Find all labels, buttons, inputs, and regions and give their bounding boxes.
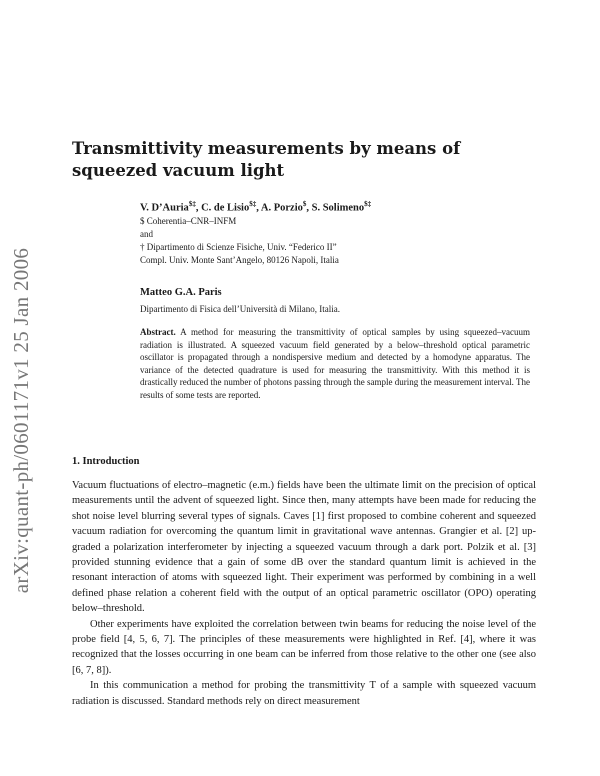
author-name: C. de Lisio	[201, 202, 250, 214]
arxiv-identifier: arXiv:quant-ph/0601171v1 25 Jan 2006	[9, 247, 34, 593]
author-name: S. Solimeno	[311, 202, 365, 214]
section-heading: 1. Introduction	[72, 456, 140, 467]
author-marks: $‡	[188, 200, 196, 208]
second-author: Matteo G.A. Paris	[140, 287, 222, 298]
author-name: V. D’Auria	[140, 202, 189, 214]
author-name: A. Porzio	[260, 202, 303, 214]
author-marks: $	[302, 200, 307, 208]
author-marks: $‡	[364, 200, 372, 208]
paper-title: Transmittivity measurements by means of squeezed vacuum light	[72, 139, 461, 180]
affiliation-line: $ Coherentia–CNR–INFM	[140, 216, 237, 226]
paragraph: In this communication a method for probing the transmittivity T of a sample with squeezed vacuum radiation is discussed. Standard methods rely on direct measurement	[72, 680, 536, 707]
author-marks: $‡	[249, 200, 257, 208]
abstract-label: Abstract.	[140, 327, 176, 337]
affiliation-line: and	[140, 229, 153, 239]
abstract	[140, 326, 530, 401]
paragraph: Vacuum fluctuations of electro–magnetic (e.m.) fields have been the ultimate limit on the precision of optical measurements until the advent of squeezed light. Since then, many attempts have been made for reducing the shot noise level blurring several types of signals. Caves [1] first proposed to combine coherent and squeezed vacuum radiation for overcoming the quantum limit in gravitational wave antennas. Grangier et al. [2] up-graded a polarization interferometer by injecting a squeezed vacuum through a dark port. Polzik et al. [3] provided stunning evidence that a gain of some dB over the standard quantum limit is achieved in the resonant interaction of atoms with squeezed light. Their experiment was performed by combining in a well defined phase relation a coherent field with the output of an optical parametric oscillator (OPO) operating below–threshold.	[72, 480, 536, 615]
body-text	[72, 478, 536, 709]
second-author-affiliation: Dipartimento di Fisica dell’Università di Milano, Italia.	[140, 304, 340, 314]
arxiv-sidebar-stamp	[2, 200, 42, 640]
affiliation-line: Compl. Univ. Monte Sant’Angelo, 80126 Napoli, Italia	[140, 255, 339, 265]
abstract-text: A method for measuring the transmittivity of optical samples by using squeezed–vacuum radiation is illustrated. A squeezed vacuum field generated by a below–threshold optical parametric oscillator is propagated through a nondispersive medium and detected by a homodyne apparatus. The variance of the detected quadrature is used for measuring the transmittivity. With this method it is drastically reduced the number of photons passing through the sample during the measurement interval. The results of some tests are reported.	[140, 327, 530, 400]
affiliation-line: † Dipartimento di Scienze Fisiche, Univ. “Federico II”	[140, 242, 337, 252]
author-list: V. D’Auria$‡, C. de Lisio$‡, A. Porzio$, S. Solimeno$‡	[140, 200, 372, 214]
paragraph: Other experiments have exploited the correlation between twin beams for reducing the noise level of the probe field [4, 5, 6, 7]. The principles of these measurements were highlighted in Ref. [4], where it was recognized that the losses occurring in one beam can be inferred from those relative to the other one (see also [6, 7, 8]).	[72, 618, 536, 676]
